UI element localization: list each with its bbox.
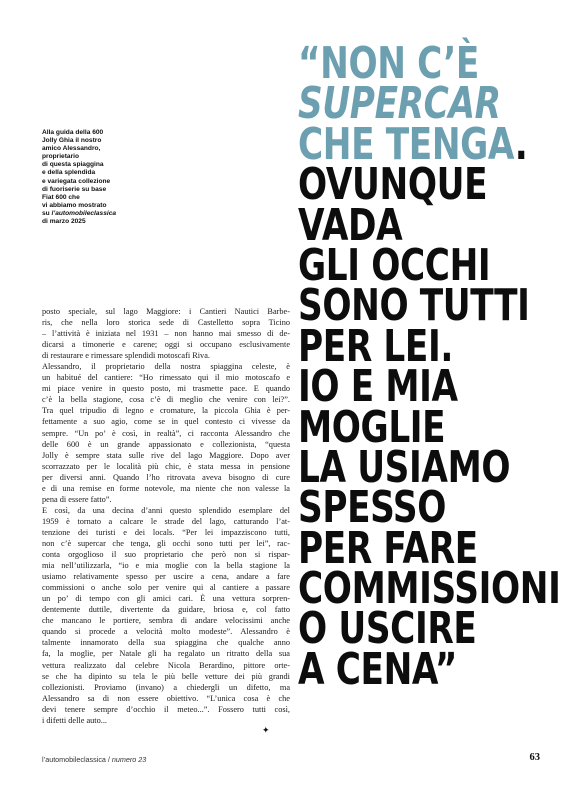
- body-line: fa, la moglie, per Natale gli ha regalato un ritratto della sua: [42, 649, 290, 659]
- body-line: e di una remise en forme notevole, ma niente che non valesse la: [42, 483, 290, 493]
- body-line: quando si procede a velocità molto modeste”. Alessandro è: [42, 627, 290, 637]
- body-line: Tra quel tripudio di legno e cromature, la piccola Ghia è per-: [42, 406, 290, 416]
- body-line: i difetti delle auto...: [42, 715, 107, 725]
- quote-line-highlight: SUPERCAR: [298, 78, 501, 130]
- body-line: Alessandro, il proprietario della nostra spiaggina celeste, è: [42, 362, 290, 372]
- caption-line: vi abbiamo mostrato: [42, 201, 107, 209]
- quote-line-text: CHE TENGA: [298, 118, 515, 170]
- body-line: Alessandro sa di non essere obiettivo. “L’unica cosa è che: [42, 693, 290, 703]
- quote-line: VADA: [298, 199, 403, 251]
- quote-line: A CENA”: [298, 643, 458, 695]
- body-line: pena di essere fatto”.: [42, 494, 112, 504]
- quote-period: .: [514, 118, 528, 170]
- quote-line: LA USIAMO: [298, 441, 511, 493]
- footer-separator: /: [105, 755, 112, 764]
- body-line: se che ha dipinto su tela le più belle vetture dei più grandi: [42, 671, 290, 681]
- body-line: 1959 è tornato a calcare le strade del lago, catturando l’at-: [42, 516, 290, 526]
- body-line: talmente innamorato della sua spiaggina che qualche anno: [42, 638, 290, 648]
- caption-line: amico Alessandro,: [42, 145, 101, 153]
- quote-line: PER LEI.: [298, 320, 453, 372]
- page-number: 63: [529, 752, 540, 763]
- body-line: Jolly è sempre stata sulle rive del lago Maggiore. Dopo aver: [42, 450, 290, 460]
- quote-line: COMMISSIONI: [298, 563, 561, 615]
- body-line: non c’è supercar che tenga, gli occhi sono tutti per lei”, rac-: [42, 538, 290, 548]
- body-line: collezionisti. Proviamo (invano) a chiedergli un difetto, ma: [42, 682, 290, 692]
- quote-line: IO E MIA: [298, 361, 458, 413]
- footer-issue-number: numero 23: [111, 755, 147, 764]
- photo-caption: [42, 129, 150, 226]
- body-line: che mancano le portiere, sembra di andare velocissimi anche: [42, 616, 290, 626]
- caption-line: di fuoriserie su base: [42, 185, 107, 193]
- body-line: vettura realizzato dal celebre Nicola Berardino, pittore orte-: [42, 660, 290, 670]
- caption-line: di questa spiaggina: [42, 161, 104, 169]
- caption-line: Alla guida della 600: [42, 129, 104, 136]
- body-line: un po’ di tempo con gli amici cari. È una vettura sorpren-: [42, 594, 290, 604]
- quote-line: GLI OCCHI: [298, 239, 491, 291]
- article-body: [42, 306, 290, 726]
- quote-line: SONO TUTTI: [298, 280, 530, 332]
- caption-line-magazine: [42, 210, 150, 218]
- quote-line: O USCIRE: [298, 603, 477, 655]
- body-line: posto speciale, sul lago Maggiore: i Cantieri Nautici Barbe-: [42, 307, 290, 316]
- body-line: delle 600 è un grande appassionato e collezionista, “questa: [42, 439, 290, 449]
- body-line: c’è la bella stagione, cosa c’è di meglio che venire con lei?”.: [42, 395, 290, 405]
- quote-line: SPESSO: [298, 482, 447, 534]
- quote-line: MOGLIE: [298, 401, 446, 453]
- body-line: per diversi anni. Quando l’ho ritrovata aveva bisogno di cure: [42, 472, 290, 482]
- caption-line: Fiat 600 che: [42, 193, 80, 201]
- quote-line: PER FARE: [298, 522, 478, 574]
- body-line: usiamo relativamente spesso per uscire a cena, andare a fare: [42, 572, 290, 582]
- body-line: commissioni o anche solo per venire qui al cantiere a passare: [42, 583, 290, 593]
- body-line: di restaurare e rimessare splendidi motoscafi Riva.: [42, 351, 210, 361]
- body-line: – l’attività è iniziata nel 1931 – non hanno mai smesso di de-: [42, 329, 290, 339]
- caption-line: e della splendida: [42, 169, 96, 177]
- body-line: fettamente a suo agio, come se in quel contesto ci vivesse da: [42, 417, 290, 427]
- quote-line: OVUNQUE: [298, 159, 488, 211]
- body-line: conta orgoglioso il suo proprietario che però non si rispar-: [42, 550, 290, 560]
- caption-prefix: su: [42, 209, 52, 217]
- pull-quote: [298, 38, 561, 695]
- caption-line: Jolly Ghia il nostro: [42, 137, 102, 145]
- body-line: mi piace venire in questo posto, mi trasmette pace. E quando: [42, 384, 290, 394]
- body-line: devi tenere sempre d’occhio il meteo...”. Fossero tutti così,: [42, 704, 290, 714]
- caption-line: proprietario: [42, 153, 80, 161]
- body-line: E così, da una decina d’anni questo splendido esemplare del: [42, 505, 290, 515]
- body-line: sempre. “Un po’ è così, in realtà”, ci racconta Alessandro che: [42, 428, 290, 438]
- body-line: ris, che nella loro storica sede di Castelletto sopra Ticino: [42, 318, 290, 328]
- caption-line: e variegata collezione: [42, 177, 111, 185]
- body-line: dicarsi a timonerie e carene; oggi si occupano esclusivamente: [42, 340, 290, 350]
- body-line: un habitué del cantiere: “Ho rimessato qui il mio motoscafo e: [42, 373, 290, 383]
- caption-magazine-name: l’automobileclassica: [51, 209, 117, 217]
- caption-date-line: di marzo 2025: [42, 218, 86, 226]
- body-line: scorrazzato per le località più chic, è stata messa in pensione: [42, 461, 290, 471]
- quote-line-highlight: “NON C’È: [298, 38, 479, 89]
- body-line: dentemente duttile, divertente da guidare, briosa e, col fatto: [42, 605, 290, 615]
- end-of-article-mark: ✦: [262, 726, 270, 736]
- body-line: tenzione dei turisti e dei locals. “Per lei impazziscono tutti,: [42, 527, 290, 537]
- footer-magazine-name: l’automobileclassica: [42, 755, 106, 764]
- body-line: mia nell’utilizzarla, “io e mia moglie con la bella stagione la: [42, 561, 290, 571]
- footer-issue-info: [42, 755, 146, 764]
